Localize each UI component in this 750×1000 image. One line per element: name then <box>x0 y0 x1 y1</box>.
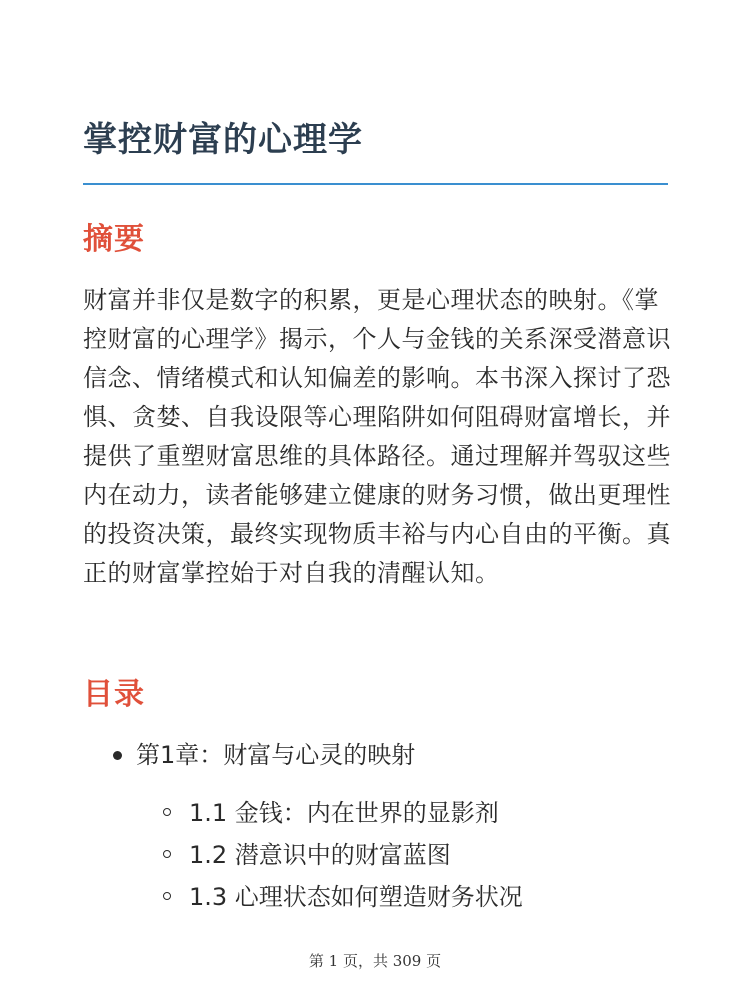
toc-chapter-label: 第1章：财富与心灵的映射 <box>136 741 416 769</box>
hollow-bullet-icon <box>163 892 171 900</box>
toc-section-1-2[interactable] <box>0 834 750 876</box>
filled-bullet-icon <box>113 751 122 760</box>
toc-section-label: 1.3 心理状态如何塑造财务状况 <box>189 883 523 911</box>
abstract-paragraph: 财富并非仅是数字的积累，更是心理状态的映射。《掌控财富的心理学》揭示，个人与金钱的关系深受潜意识信念、情绪模式和认知偏差的影响。本书深入探讨了恐惧、贪婪、自我设限等心理陷阱如何阻碍财富增长，并提供了重塑财富思维的具体路径。通过理解并驾驭这些内在动力，读者能够建立健康的财务习惯，做出更理性的投资决策，最终实现物质丰裕与内心自由的平衡。真正的财富掌控始于对自我的清醒认知。 <box>83 286 671 587</box>
toc-chapter-1[interactable] <box>0 736 750 774</box>
title-divider <box>83 183 668 185</box>
toc-section-label: 1.2 潜意识中的财富蓝图 <box>189 841 451 869</box>
toc-section-1-3[interactable] <box>0 876 750 918</box>
hollow-bullet-icon <box>163 808 171 816</box>
document-title: 掌控财富的心理学 <box>83 120 363 160</box>
hollow-bullet-icon <box>163 850 171 858</box>
table-of-contents <box>0 736 750 774</box>
abstract-heading: 摘要 <box>83 222 145 257</box>
toc-heading: 目录 <box>83 677 145 712</box>
toc-section-label: 1.1 金钱：内在世界的显影剂 <box>189 799 499 827</box>
toc-chapter-1-sections <box>0 792 750 918</box>
toc-section-1-1[interactable] <box>0 792 750 834</box>
page-number-footer: 第 1 页，共 309 页 <box>308 952 442 970</box>
